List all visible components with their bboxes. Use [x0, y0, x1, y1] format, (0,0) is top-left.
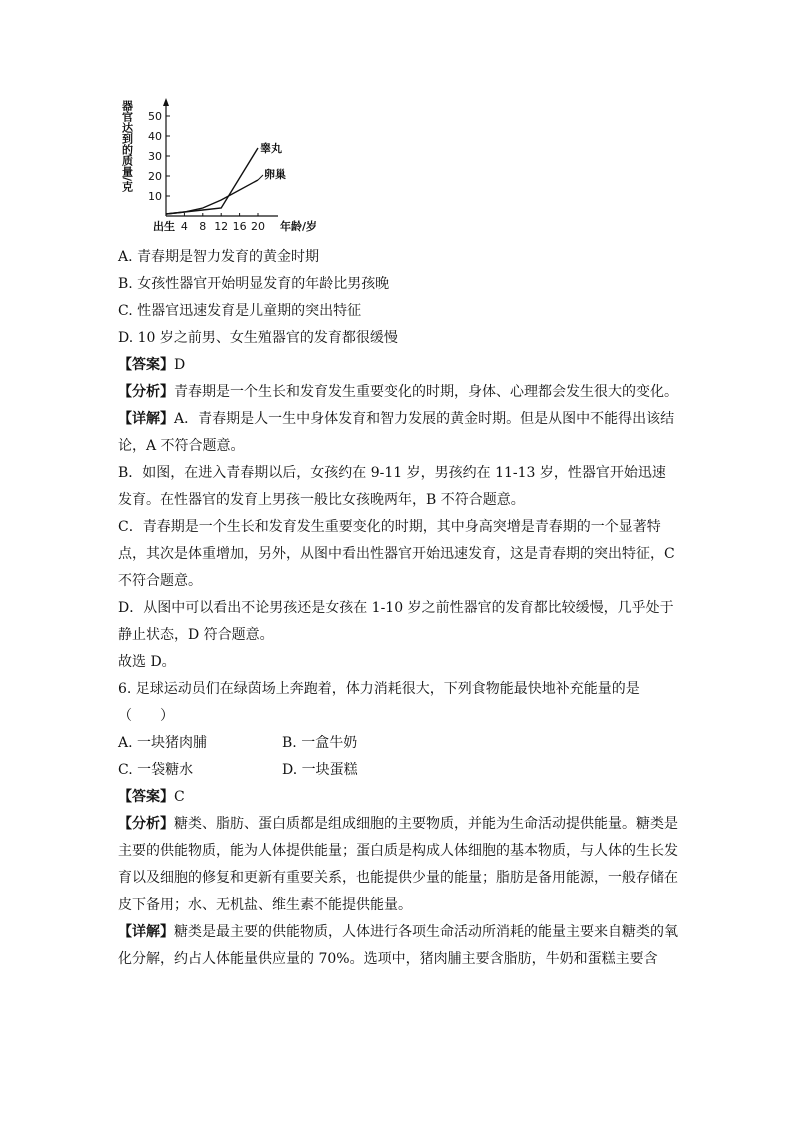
q6-option-b: B. 一盒牛奶: [282, 735, 358, 751]
q5-conclusion: 故选 D。: [118, 654, 176, 670]
series-label-testis: 睾丸: [260, 142, 282, 155]
q6-option-c: C. 一袋糖水: [118, 762, 194, 778]
detail-text: 糖类是最主要的供能物质，人体进行各项生命活动所消耗的能量主要来自糖类的氧化分解，约占人体能量供应量的 70%。选项中，猪肉脯主要含脂肪，牛奶和蛋糕主要含: [118, 924, 678, 967]
x-tick-label: 20: [251, 220, 265, 233]
y-axis-arrow: [163, 98, 169, 106]
x-tick-label: 16: [232, 220, 247, 233]
detail-tag: 【详解】: [118, 411, 174, 427]
detail-tag: 【详解】: [118, 924, 174, 940]
answer-value: C: [174, 789, 185, 805]
q5-detail-a: [118, 406, 678, 460]
x-tick-label: 4: [180, 220, 188, 233]
y-axis-label: 器官达到的质量/克: [120, 100, 134, 193]
y-tick-label: 40: [148, 130, 162, 143]
q6-analysis: [118, 811, 678, 919]
q5-option-b: B. 女孩性器官开始明显发育的年龄比男孩晚: [118, 276, 390, 292]
q5-detail-b: B．如图，在进入青春期以后，女孩约在 9-11 岁，男孩约在 11-13 岁，性器官开始迅速发育。在性器官的发育上男孩一般比女孩晚两年，B 不符合题意。: [118, 465, 666, 508]
ovary-leader-line: [258, 175, 263, 180]
answer-value: D: [174, 357, 186, 373]
answer-tag: 【答案】: [118, 789, 174, 805]
q5-option-a: A. 青春期是智力发育的黄金时期: [118, 249, 320, 265]
answer-tag: 【答案】: [118, 357, 174, 373]
q6-answer: [118, 784, 678, 811]
analysis-tag: 【分析】: [118, 384, 174, 400]
q5-analysis: [118, 379, 678, 406]
q6-options-row-1: [118, 730, 678, 757]
q5-detail-c: C．青春期是一个生长和发育发生重要变化的时期，其中身高突增是青春期的一个显著特点，其次是体重增加，另外，从图中看出性器官开始迅速发育，这是青春期的突出特征，C 不符合题意。: [118, 519, 675, 589]
y-tick-label: 50: [148, 110, 162, 123]
x-tick-label: 8: [199, 220, 207, 233]
q6-blank: （ ）: [118, 708, 174, 724]
q5-detail-d: D．从图中可以看出不论男孩还是女孩在 1-10 岁之前性器官的发育都比较缓慢，几乎处于静止状态，D 符合题意。: [118, 600, 674, 643]
q6-stem: 6. 足球运动员们在绿茵场上奔跑着，体力消耗很大，下列食物能最快地补充能量的是: [118, 681, 640, 697]
q6-options-row-2: [118, 757, 678, 784]
q5-option-c: C. 性器官迅速发育是儿童期的突出特征: [118, 303, 362, 319]
y-tick-label: 20: [148, 170, 162, 183]
y-tick-label: 10: [148, 190, 162, 203]
document-content: [118, 244, 678, 973]
x-origin-label: 出生: [153, 220, 175, 233]
q6-option-d: D. 一块蛋糕: [282, 762, 358, 778]
q6-option-a: A. 一块猪肉脯: [118, 735, 208, 751]
x-axis-label: 年龄/岁: [280, 220, 318, 233]
chart-svg: [118, 92, 358, 242]
x-tick-label: 12: [214, 220, 229, 233]
analysis-text: 糖类、脂肪、蛋白质都是组成细胞的主要物质，并能为生命活动提供能量。糖类是主要的供能物质，能为人体提供能量；蛋白质是构成人体细胞的基本物质，与人体的生长发育以及细胞的修复和更新有重要关系，也能提供少量的能量；脂肪是备用能源，一般存储在皮下备用；水、无机盐、维生素不能提供能量。: [118, 816, 678, 913]
analysis-tag: 【分析】: [118, 816, 174, 832]
analysis-text: 青春期是一个生长和发育发生重要变化的时期，身体、心理都会发生很大的变化。: [174, 384, 678, 400]
q5-option-d: D. 10 岁之前男、女生殖器官的发育都很缓慢: [118, 330, 398, 346]
y-tick-label: 30: [148, 150, 162, 163]
series-label-ovary: 卵巢: [264, 168, 286, 181]
organ-growth-chart: [118, 92, 358, 242]
detail-text: A．青春期是人一生中身体发育和智力发展的黄金时期。但是从图中不能得出该结论，A 不符合题意。: [118, 411, 675, 454]
q5-answer: [118, 352, 678, 379]
q6-detail: [118, 919, 678, 973]
